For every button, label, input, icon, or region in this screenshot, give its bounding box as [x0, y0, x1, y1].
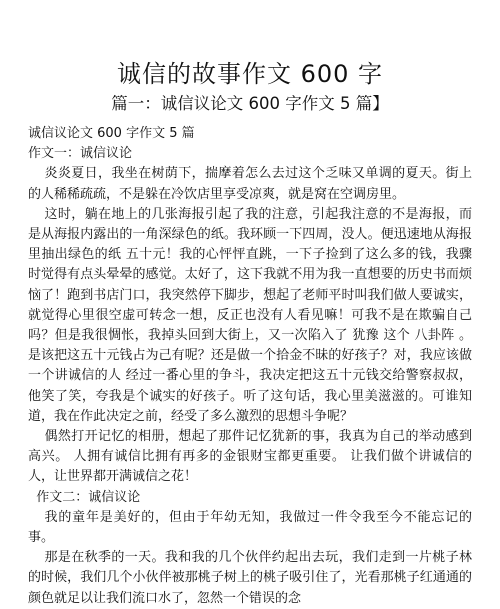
- document-subtitle: 篇一：诚信议论文 600 字作文 5 篇】: [111, 94, 389, 113]
- paragraph-4: 我的童年是美好的，但由于年幼无知，我做过一件令我至今不能忘记的事。: [28, 509, 472, 546]
- paragraph-5: 那是在秋季的一天。我和我的几个伙伴约起出去玩，我们走到一片桃子林的时候，我们几个小伙伴被那桃子树上的桃子吸引住了，光看那桃子红通通的颜色就足以让我们流口水了，忽然一个错误的念: [28, 550, 472, 606]
- paragraph-1: 炎炎夏日，我坐在树荫下，揣摩着怎么去过这个乏味又单调的夏天。街上的人稀稀疏疏，不是躲在冷饮店里享受凉爽，就是窝在空调房里。: [28, 166, 472, 202]
- section-heading-2: 作文二：诚信议论: [36, 489, 141, 505]
- paragraph-3: 偶然打开记忆的相册，想起了那件记忆犹新的事，我真为自己的举动感到高兴。 人拥有诚信比拥有再多的金银财宝都更重要。 让我们做个讲诚信的人，让世界都开满诚信之花！: [28, 429, 472, 485]
- paragraph-heading: 诚信议论文 600 字作文 5 篇: [28, 126, 195, 141]
- paragraph-2: 这时，躺在地上的几张海报引起了我的注意，引起我注意的不是海报，而是从海报内露出的一角深绿色的纸。我环顾一下四周，没人。便迅速地从海报里抽出绿色的纸 五十元！我的心怦怦直跳，一下子捡到了这么多的钱，我骤时觉得有点头晕晕的感觉。太好了，这下我就不用为我一直想要的历史书而烦恼了！跑到书店门口，我突然停下脚步，想起了老师平时叫我们做人要诚实，就觉得心里很空虚可转念一想，反正也没有人看见嘛！可我不是在欺骗自己吗？但是我很惆怅，我掉头回到大街上，又一次陷入了 犹豫 这个 八卦阵 。是该把这五十元钱占为己有呢？还是做一个拾金不昧的好孩子？对，我应该做一个讲诚信的人 经过一番心里的争斗，我决定把这五十元钱交给警察叔叔，他笑了笑，夸我是个诚实的好孩子。听了这句话，我心里美滋滋的。可谁知道，我在作此决定之前，经受了多么激烈的思想斗争呢？: [28, 206, 472, 424]
- document-body: [28, 124, 472, 609]
- section-heading-1: 作文一：诚信议论: [28, 146, 133, 162]
- document-title: 诚信的故事作文 600 字: [116, 60, 384, 88]
